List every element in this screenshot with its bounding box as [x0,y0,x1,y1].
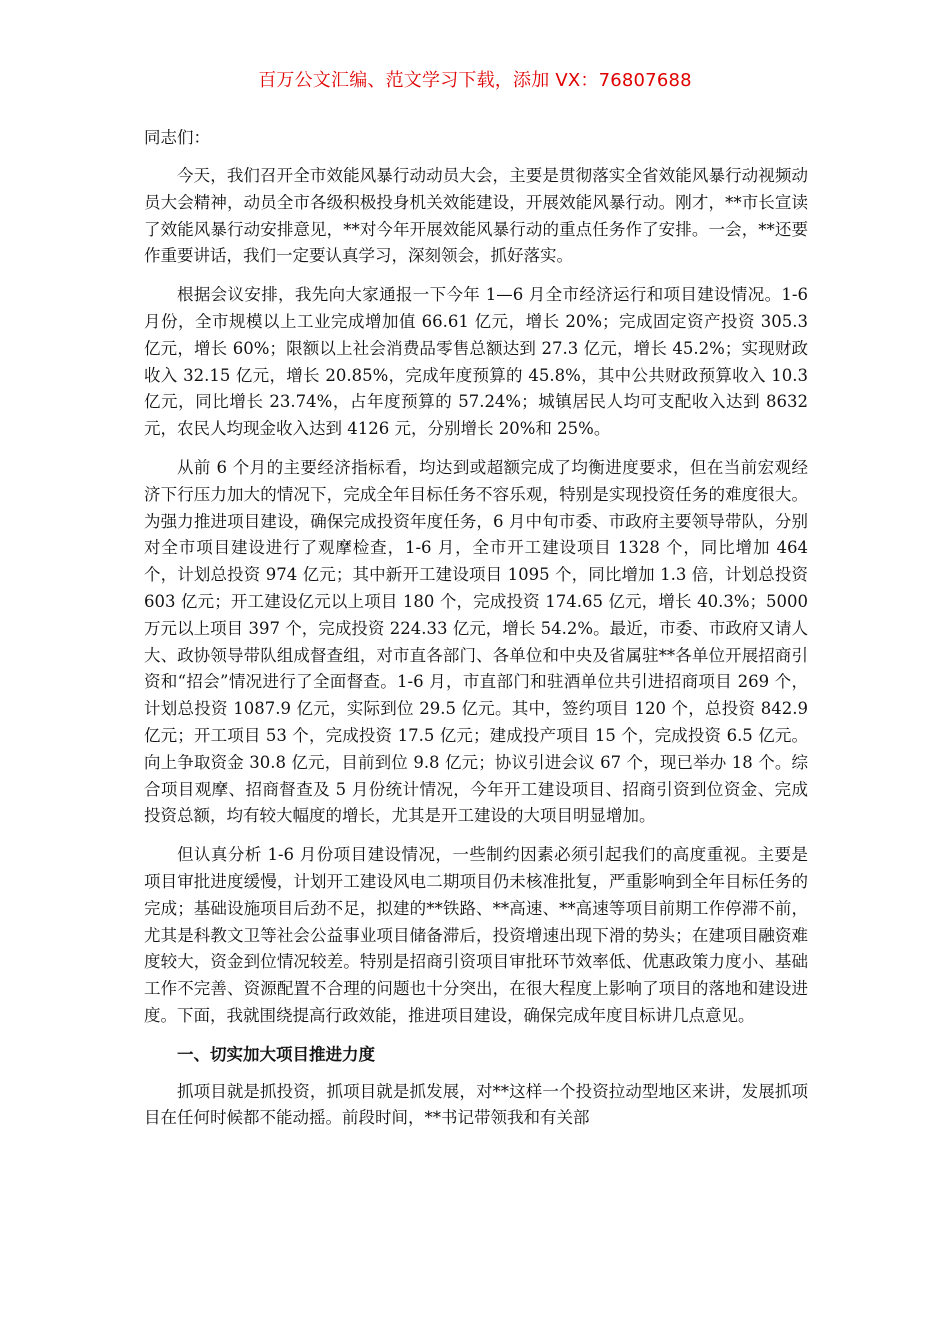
watermark-header: 百万公文汇编、范文学习下载，添加 VX：76807688 [258,70,692,91]
paragraph-3: 从前 6 个月的主要经济指标看，均达到或超额完成了均衡进度要求，但在当前宏观经济下行压力加大的情况下，完成全年目标任务不容乐观，特别是实现投资任务的难度很大。为强力推进项目建设，确保完成投资年度任务，6 月中旬市委、市政府主要领导带队，分别对全市项目建设进行了观摩检查，1-6 月，全市开工建设项目 1328 个，同比增加 464 个，计划总投资 974 亿元；其中新开工建设项目 1095 个，同比增加 1.3 倍，计划总投资 603 亿元；开工建设亿元以上项目 180 个，完成投资 174.65 亿元，增长 40.3%；5000 万元以上项目 397 个，完成投资 224.33 亿元，增长 54.2%。最近，市委、市政府又请人大、政协领导带队组成督查组，对市直各部门、各单位和中央及省属驻**各单位开展招商引资和“招会”情况进行了全面督查。1-6 月，市直部门和驻酒单位共引进招商项目 269 个，计划总投资 1087.9 亿元，实际到位 29.5 亿元。其中，签约项目 120 个，总投资 842.9 亿元；开工项目 53 个，完成投资 17.5 亿元；建成投产项目 15 个，完成投资 6.5 亿元。向上争取资金 30.8 亿元，目前到位 9.8 亿元；协议引进会议 67 个，现已举办 18 个。综合项目观摩、招商督查及 5 月份统计情况，今年开工建设项目、招商引资到位资金、完成投资总额，均有较大幅度的增长，尤其是开工建设的大项目明显增加。 [144,457,808,826]
paragraph-1: 今天，我们召开全市效能风暴行动动员大会，主要是贯彻落实全省效能风暴行动视频动员大会精神，动员全市各级积极投身机关效能建设，开展效能风暴行动。刚才，**市长宣读了效能风暴行动安排意见，**对今年开展效能风暴行动的重点任务作了安排。一会，**还要作重要讲话，我们一定要认真学习，深刻领会，抓好落实。 [144,166,808,266]
paragraph-5: 抓项目就是抓投资，抓项目就是抓发展，对**这样一个投资拉动型地区来讲，发展抓项目在任何时候都不能动摇。前段时间，**书记带领我和有关部 [144,1081,808,1128]
section-heading: 一、切实加大项目推进力度 [177,1044,375,1064]
paragraph-2: 根据会议安排，我先向大家通报一下今年 1—6 月全市经济运行和项目建设情况。1-6 月份，全市规模以上工业完成增加值 66.61 亿元，增长 20%；完成固定资产投资 305.3 亿元，增长 60%；限额以上社会消费品零售总额达到 27.3 亿元，增长 45.2%；实现财政收入 32.15 亿元，增长 20.85%，完成年度预算的 45.8%，其中公共财政预算收入 10.3 亿元，同比增长 23.74%，占年度预算的 57.24%；城镇居民人均可支配收入达到 8632 元，农民人均现金收入达到 4126 元，分别增长 20%和 25%。 [144,285,808,439]
salutation: 同志们： [144,128,210,147]
paragraph-4: 但认真分析 1-6 月份项目建设情况，一些制约因素必须引起我们的高度重视。主要是项目审批进度缓慢，计划开工建设风电二期项目仍未核准批复，严重影响到全年目标任务的完成；基础设施项目后劲不足，拟建的**铁路、**高速、**高速等项目前期工作停滞不前，尤其是科教文卫等社会公益事业项目储备滞后，投资增速出现下滑的势头；在建项目融资难度较大，资金到位情况较差。特别是招商引资项目审批环节效率低、优惠政策力度小、基础工作不完善、资源配置不合理的问题也十分突出，在很大程度上影响了项目的落地和建设进度。下面，我就围绕提高行政效能，推进项目建设，确保完成年度目标讲几点意见。 [144,845,808,1025]
document-body [144,125,808,1144]
